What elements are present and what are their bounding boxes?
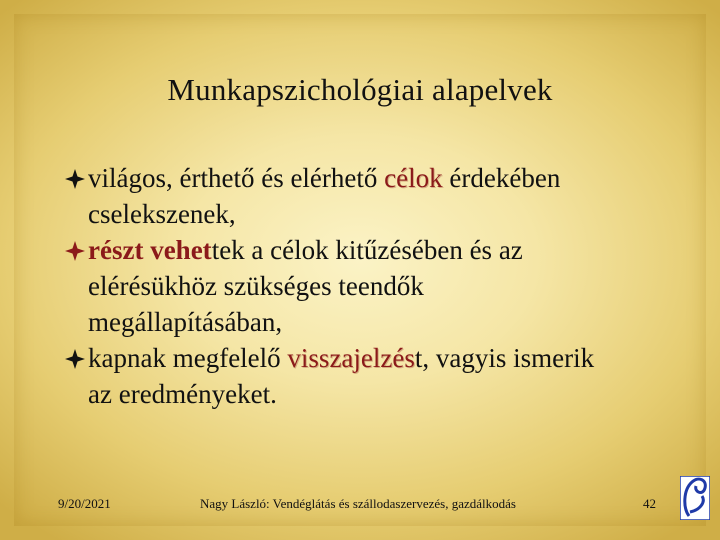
slide-title: Munkapszichológiai alapelvek [167,72,553,107]
bullet-highlight: visszajelzés [287,343,415,373]
diamond-bullet-icon [65,349,85,369]
institution-logo-icon [680,476,710,520]
bullet-list [88,160,688,412]
diamond-bullet-icon [65,169,85,189]
bullet-text-after: tek a célok kitűzésében és az elérésükhöz szükséges teendők megállapításában, [88,235,523,337]
bullet-highlight: részt vehet [88,235,212,265]
bullet-text-before: kapnak megfelelő [88,343,288,373]
bullet-item [88,160,648,232]
diamond-bullet-icon [65,241,85,261]
footer-date: 9/20/2021 [58,496,111,511]
bullet-text-after: t, vagyis ismerik az eredményeket. [88,343,595,409]
bullet-text-after: érdekében cselekszenek, [88,163,561,229]
bullet-text-before: világos, érthető és elérhető [88,163,385,193]
bullet-highlight: célok [384,163,443,193]
bullet-item [88,340,608,412]
footer-text: Nagy László: Vendéglátás és szállodaszervezés, gazdálkodás [200,496,516,511]
bullet-item [88,232,618,340]
page-number: 42 [643,496,656,511]
